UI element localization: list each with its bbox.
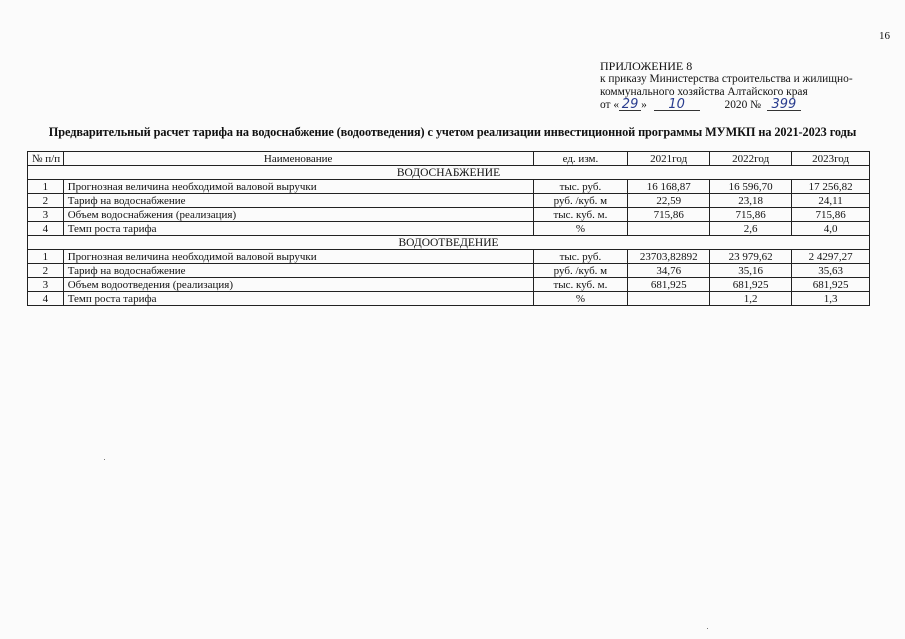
cell-unit: руб. /куб. м: [533, 264, 628, 278]
appendix-line-2: коммунального хозяйства Алтайского края: [600, 86, 808, 98]
table-row: [28, 208, 870, 222]
appendix-header: [600, 60, 900, 112]
header-2021: 2021год: [628, 152, 710, 166]
cell-2023: 17 256,82: [792, 180, 870, 194]
cell-number: 4: [28, 292, 64, 306]
section-row-wastewater: [28, 236, 870, 250]
cell-2023: 24,11: [792, 194, 870, 208]
quote-close: »: [641, 99, 647, 111]
cell-unit: %: [533, 222, 628, 236]
table-row: [28, 194, 870, 208]
cell-name: Тариф на водоснабжение: [63, 194, 533, 208]
cell-number: 3: [28, 208, 64, 222]
cell-number: 2: [28, 194, 64, 208]
cell-2021: 715,86: [628, 208, 710, 222]
section-title-water-supply: ВОДОСНАБЖЕНИЕ: [28, 166, 870, 180]
cell-2023: 681,925: [792, 278, 870, 292]
header-name: Наименование: [63, 152, 533, 166]
handwritten-month: 10: [654, 99, 700, 111]
cell-name: Темп роста тарифа: [63, 292, 533, 306]
section-title-wastewater: ВОДООТВЕДЕНИЕ: [28, 236, 870, 250]
cell-number: 1: [28, 250, 64, 264]
scan-speck: [104, 459, 105, 460]
scan-speck: [707, 628, 708, 629]
document-title: Предварительный расчет тарифа на водоснабжение (водоотведения) с учетом реализации инвестиционной программы МУМКП на 2021-2023 годы: [48, 125, 857, 139]
cell-2022: 2,6: [710, 222, 792, 236]
header-number: № п/п: [28, 152, 64, 166]
header-unit: ед. изм.: [533, 152, 628, 166]
appendix-title: ПРИЛОЖЕНИЕ 8: [600, 59, 693, 73]
cell-2022: 681,925: [710, 278, 792, 292]
handwritten-order-number: 399: [767, 99, 801, 111]
cell-2021: 681,925: [628, 278, 710, 292]
section-row-water-supply: [28, 166, 870, 180]
header-2022: 2022год: [710, 152, 792, 166]
cell-2023: 1,3: [792, 292, 870, 306]
cell-number: 3: [28, 278, 64, 292]
cell-2023: 2 4297,27: [792, 250, 870, 264]
cell-unit: тыс. куб. м.: [533, 208, 628, 222]
cell-2022: 715,86: [710, 208, 792, 222]
cell-2021: 23703,82892: [628, 250, 710, 264]
cell-2022: 1,2: [710, 292, 792, 306]
cell-name: Прогнозная величина необходимой валовой выручки: [63, 180, 533, 194]
appendix-date-line: [600, 99, 900, 112]
cell-2021: 34,76: [628, 264, 710, 278]
cell-2023: 715,86: [792, 208, 870, 222]
cell-2022: 23 979,62: [710, 250, 792, 264]
appendix-line-1: к приказу Министерства строительства и жилищно-: [600, 73, 853, 85]
page-number: 16: [879, 30, 890, 42]
cell-number: 1: [28, 180, 64, 194]
cell-2021: 22,59: [628, 194, 710, 208]
cell-name: Объем водоснабжения (реализация): [63, 208, 533, 222]
header-2023: 2023год: [792, 152, 870, 166]
table-row: [28, 180, 870, 194]
cell-2021: [628, 222, 710, 236]
cell-unit: руб. /куб. м: [533, 194, 628, 208]
table-row: [28, 278, 870, 292]
table-row: [28, 250, 870, 264]
cell-name: Прогнозная величина необходимой валовой выручки: [63, 250, 533, 264]
table-header-row: [28, 152, 870, 166]
table-row: [28, 292, 870, 306]
tariff-table: [27, 151, 870, 306]
cell-2022: 23,18: [710, 194, 792, 208]
cell-name: Тариф на водоснабжение: [63, 264, 533, 278]
cell-unit: тыс. куб. м.: [533, 278, 628, 292]
table-row: [28, 264, 870, 278]
date-prefix: от «: [600, 99, 620, 111]
cell-2021: [628, 292, 710, 306]
cell-2021: 16 168,87: [628, 180, 710, 194]
cell-number: 2: [28, 264, 64, 278]
cell-number: 4: [28, 222, 64, 236]
cell-unit: тыс. руб.: [533, 250, 628, 264]
table-row: [28, 222, 870, 236]
cell-2023: 35,63: [792, 264, 870, 278]
cell-unit: тыс. руб.: [533, 180, 628, 194]
cell-2022: 16 596,70: [710, 180, 792, 194]
cell-2022: 35,16: [710, 264, 792, 278]
cell-name: Темп роста тарифа: [63, 222, 533, 236]
year-label: 2020 №: [724, 99, 761, 111]
handwritten-day: 29: [619, 99, 641, 111]
cell-2023: 4,0: [792, 222, 870, 236]
cell-name: Объем водоотведения (реализация): [63, 278, 533, 292]
cell-unit: %: [533, 292, 628, 306]
